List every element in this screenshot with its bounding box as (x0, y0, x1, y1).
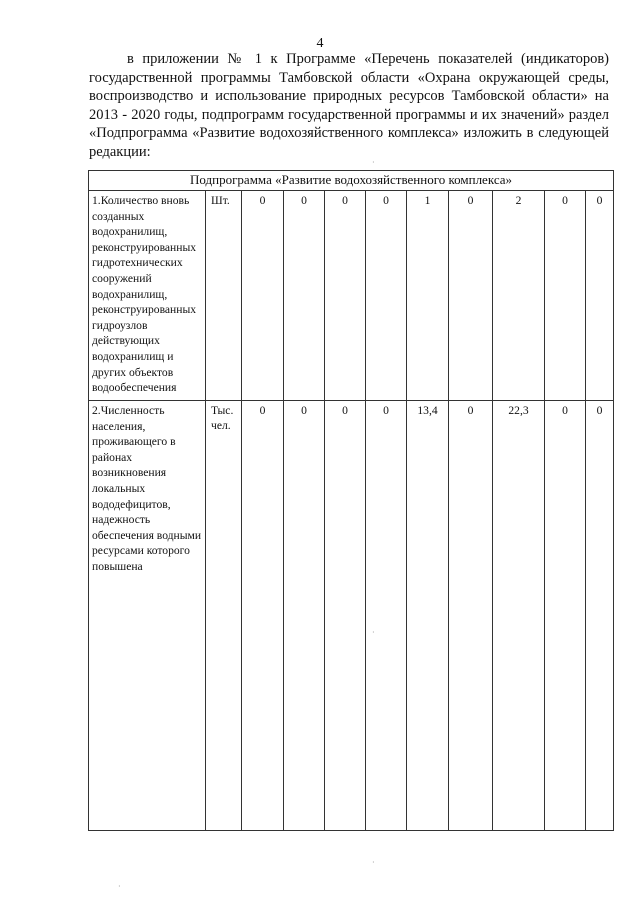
indicator-value: 0 (586, 401, 614, 831)
indicator-value: 0 (242, 191, 284, 401)
indicator-value: 0 (545, 191, 586, 401)
section-title: Подпрограмма «Развитие водохозяйственного комплекса» (89, 171, 614, 191)
indicator-unit: Тыс. чел. (206, 401, 242, 831)
indicator-value: 22,3 (493, 401, 545, 831)
indicator-name: 2.Численность населения, проживающего в районах возникновения локальных вододефицитов, надежность обеспечения водными ресурсами которого повышена (89, 401, 206, 831)
indicator-value: 0 (284, 191, 325, 401)
indicator-value: 2 (493, 191, 545, 401)
table-row (89, 401, 614, 831)
indicator-name: 1.Количество вновь созданных водохранилищ, реконструированных гидротехнических сооружений водохранилищ, реконструированных гидроузлов действующих водохранилищ и других объектов водообеспечения (89, 191, 206, 401)
indicator-value: 1 (407, 191, 449, 401)
section-header-row (89, 171, 614, 191)
indicator-value: 0 (449, 401, 493, 831)
scan-speck: · (372, 858, 375, 867)
indicator-unit: Шт. (206, 191, 242, 401)
table-row (89, 191, 614, 401)
indicator-value: 0 (366, 191, 407, 401)
scan-speck: · (372, 158, 375, 167)
page-number: 4 (316, 36, 324, 51)
indicator-value: 0 (366, 401, 407, 831)
indicator-value: 13,4 (407, 401, 449, 831)
indicators-table (88, 170, 614, 831)
indicator-value: 0 (284, 401, 325, 831)
intro-paragraph: в приложении № 1 к Программе «Перечень показателей (индикаторов) государственной программы Тамбовской области «Охрана окружающей среды, воспроизводство и использование природных ресурсов Тамбовской области» на 2013 - 2020 годы, подпрограмм государственной программы и их значений» раздел «Подпрограмма «Развитие водохозяйственного комплекса» изложить в следующей редакции: (89, 51, 609, 160)
indicator-value: 0 (325, 401, 366, 831)
indicator-value: 0 (242, 401, 284, 831)
scan-speck: · (372, 628, 375, 637)
indicator-value: 0 (325, 191, 366, 401)
indicator-value: 0 (586, 191, 614, 401)
indicator-value: 0 (449, 191, 493, 401)
indicator-value: 0 (545, 401, 586, 831)
scan-speck: · (118, 882, 121, 891)
